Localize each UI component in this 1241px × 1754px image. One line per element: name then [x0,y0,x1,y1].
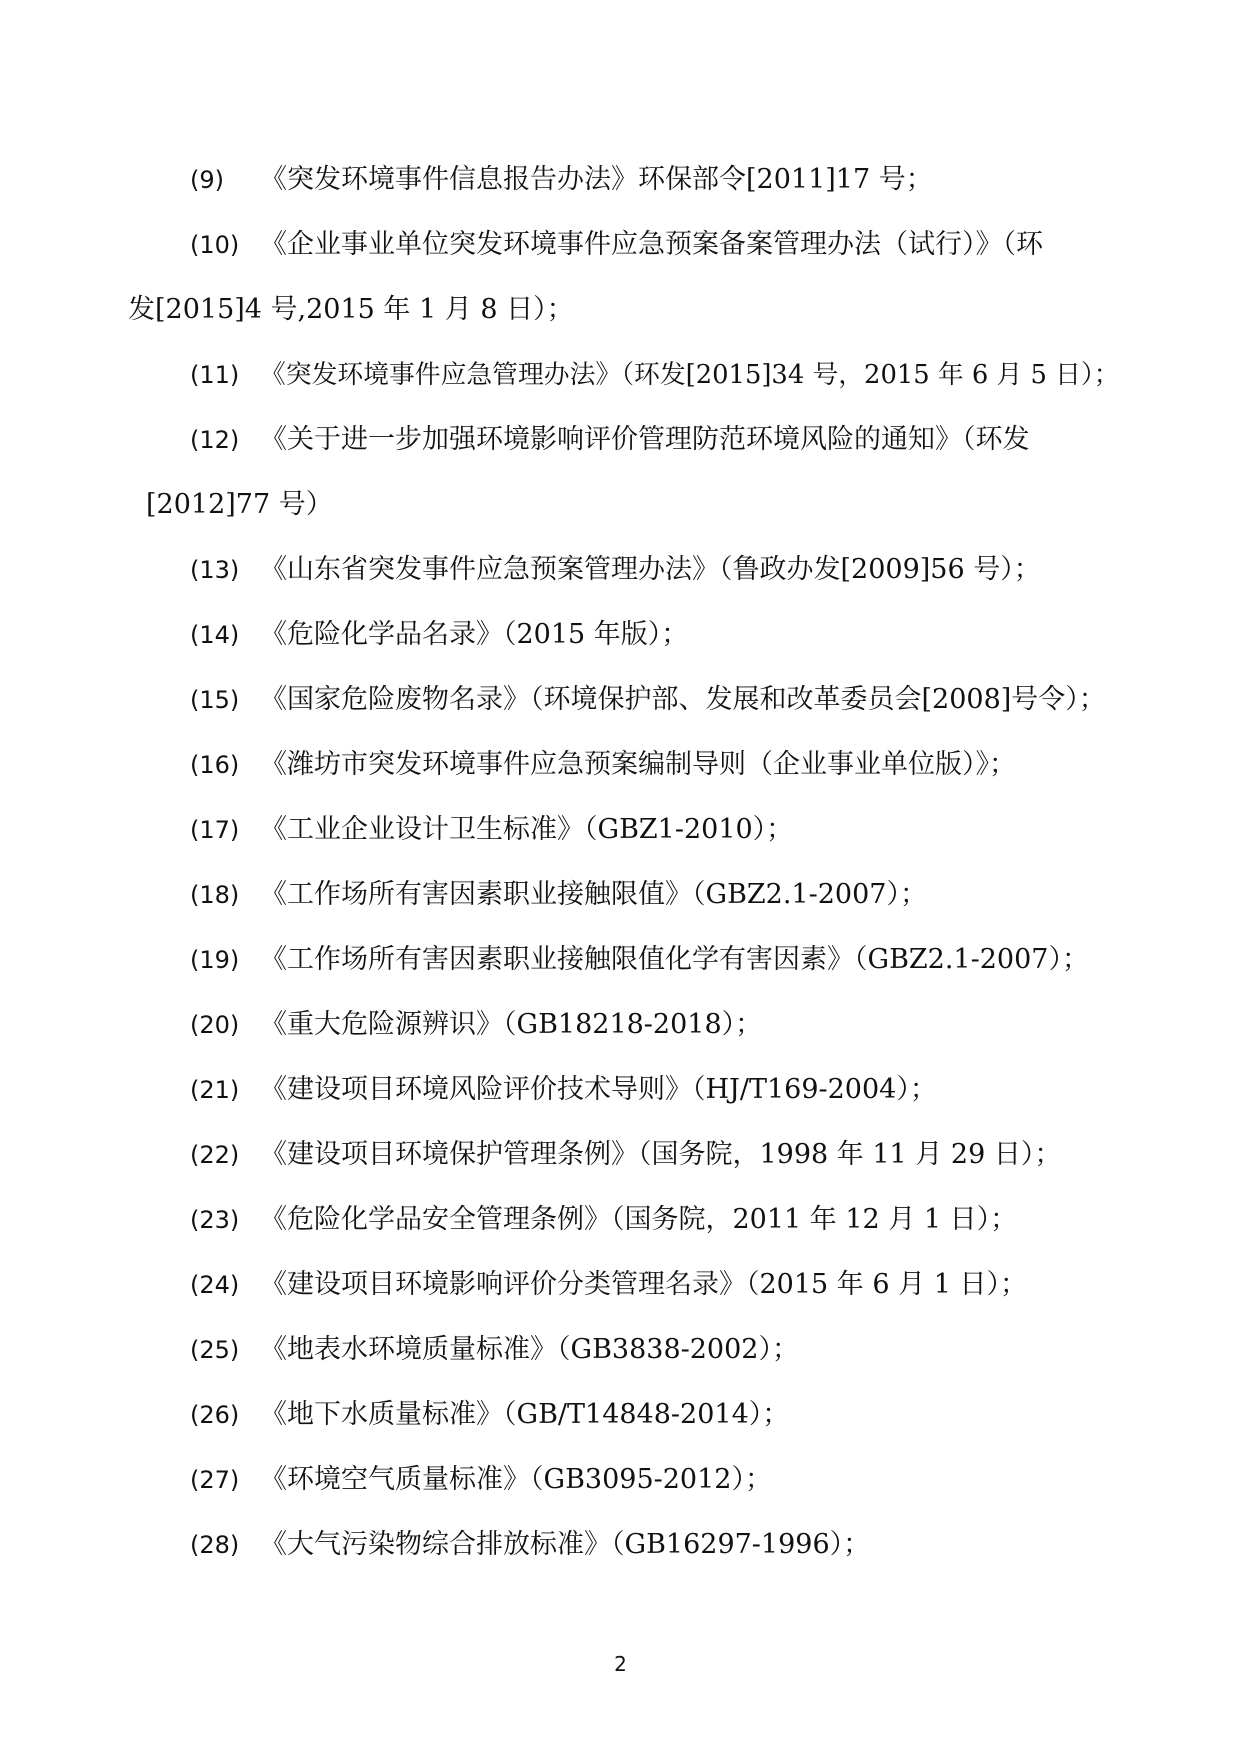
reference-text: 《企业事业单位突发环境事件应急预案备案管理办法（试行）》（环 [260,229,1043,260]
reference-text: 《建设项目环境保护管理条例》（国务院，1998 年 11 月 29 日）； [260,1139,1062,1170]
reference-text: 《工作场所有害因素职业接触限值》（GBZ2.1-2007）； [260,879,927,910]
reference-number: (20) [190,1011,240,1039]
reference-number: (24) [190,1271,240,1299]
reference-number: (26) [190,1401,240,1429]
reference-number: (13) [190,556,240,584]
reference-number: (18) [190,881,240,909]
reference-number: (14) [190,621,240,649]
reference-text: 《危险化学品安全管理条例》（国务院，2011 年 12 月 1 日）； [260,1204,1018,1235]
reference-number: (28) [190,1531,240,1559]
reference-text: 《潍坊市突发环境事件应急预案编制导则（企业事业单位版）》； [260,749,1016,780]
reference-text: 《危险化学品名录》（2015 年版）； [260,619,689,650]
reference-number: (22) [190,1141,240,1169]
reference-text: 《建设项目环境影响评价分类管理名录》（2015 年 6 月 1 日）； [260,1269,1027,1300]
reference-number: (27) [190,1466,240,1494]
reference-text: 《突发环境事件信息报告办法》环保部令[2011]17 号； [260,164,933,195]
reference-text: 《重大危险源辨识》（GB18218-2018）； [260,1009,763,1040]
reference-text: 《地下水质量标准》（GB/T14848-2014）； [260,1399,790,1430]
reference-text: 《地表水环境质量标准》（GB3838-2002）； [260,1334,799,1365]
reference-number: (10) [190,231,240,259]
reference-number: (12) [190,426,240,454]
reference-text: 《山东省突发事件应急预案管理办法》（鲁政办发[2009]56 号）； [260,554,1041,585]
reference-text: 《国家危险废物名录》（环境保护部、发展和改革委员会[2008]号令）； [260,684,1106,715]
reference-continuation: [2012]77 号） [146,489,333,520]
reference-number: (19) [190,946,240,974]
reference-text: 《大气污染物综合排放标准》（GB16297-1996）； [260,1529,871,1560]
reference-number: (17) [190,816,240,844]
page-number: 2 [614,1652,627,1676]
reference-continuation: 发[2015]4 号,2015 年 1 月 8 日）； [128,294,574,325]
reference-text: 《突发环境事件应急管理办法》（环发[2015]34 号，2015 年 6 月 5 日）； [260,360,1120,390]
reference-text: 《工作场所有害因素职业接触限值化学有害因素》（GBZ2.1-2007）； [260,944,1089,975]
reference-text: 《关于进一步加强环境影响评价管理防范环境风险的通知》（环发 [260,424,1030,455]
reference-text: 《建设项目环境风险评价技术导则》（HJ/T169-2004）； [260,1074,937,1105]
reference-number: (9) [190,166,224,194]
reference-number: (15) [190,686,240,714]
reference-text: 《环境空气质量标准》（GB3095-2012）； [260,1464,772,1495]
reference-number: (23) [190,1206,240,1234]
reference-number: (25) [190,1336,240,1364]
reference-number: (16) [190,751,240,779]
reference-text: 《工业企业设计卫生标准》（GBZ1-2010）； [260,814,794,845]
reference-number: (11) [190,361,240,389]
reference-number: (21) [190,1076,240,1104]
